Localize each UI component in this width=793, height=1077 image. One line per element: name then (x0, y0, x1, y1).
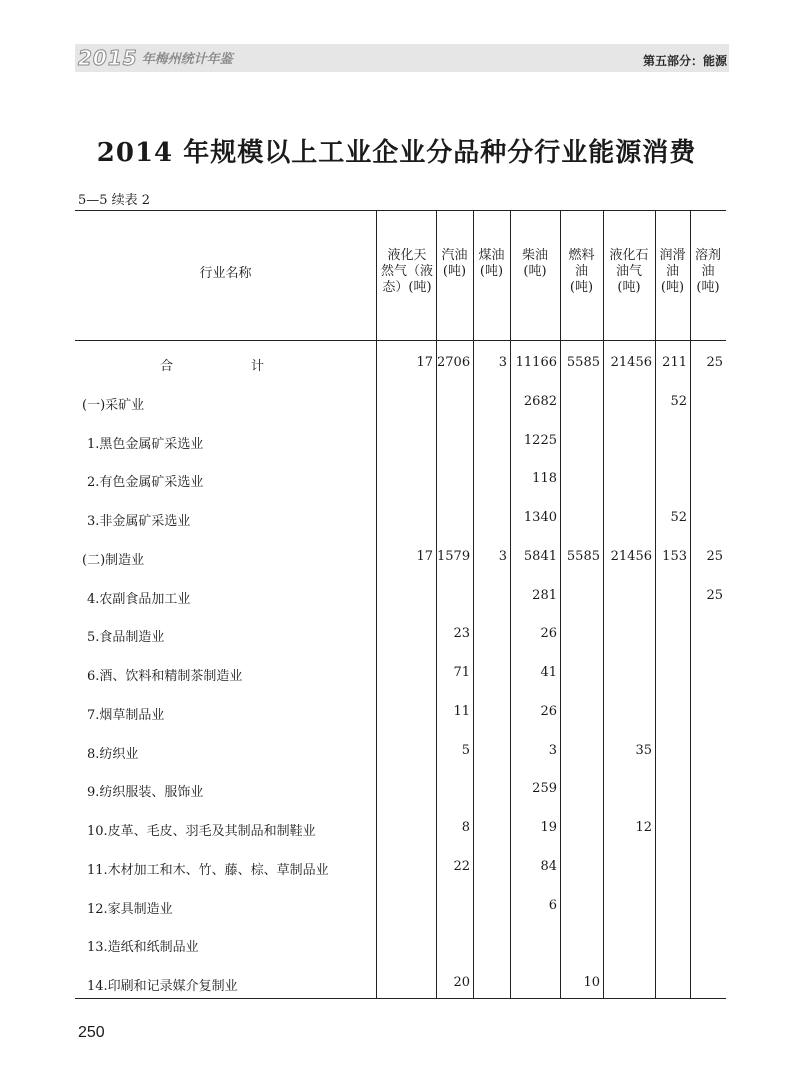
cell-gasoline: 23 (453, 626, 470, 642)
cell-diesel: 1225 (523, 432, 557, 448)
cell-lpg: 21456 (610, 355, 652, 370)
row-label: 13.造纸和纸制品业 (87, 940, 199, 956)
column-header-diesel: 柴油 (吨) (521, 248, 548, 279)
cell-lng: 17 (416, 355, 433, 370)
table-row (0, 895, 793, 919)
page-title: 2014 年规模以上工业企业分品种分行业能源消费 (96, 138, 697, 168)
row-label-part: 合 (160, 359, 174, 374)
table-row (0, 546, 793, 570)
cell-gasoline: 11 (453, 703, 470, 719)
cell-gasoline: 20 (453, 975, 470, 990)
cell-diesel: 5841 (523, 548, 557, 564)
cell-diesel: 41 (540, 665, 557, 680)
cell-kerosene: 3 (498, 355, 507, 370)
cell-lng: 17 (416, 548, 433, 564)
cell-gasoline: 5 (461, 742, 470, 758)
running-header-title (78, 48, 233, 68)
cell-lubricant: 153 (662, 548, 687, 564)
column-header-lpg: 液化石 油气 (吨) (609, 248, 649, 295)
row-label: (一)采矿业 (82, 397, 145, 413)
row-label: 6.酒、饮料和精制茶制造业 (87, 669, 243, 684)
row-label: 10.皮革、毛皮、羽毛及其制品和制鞋业 (87, 824, 316, 839)
table-row (0, 430, 793, 454)
table-row (0, 468, 793, 492)
table-top-rule (75, 210, 726, 211)
row-label: 11.木材加工和木、竹、藤、棕、草制品业 (87, 862, 329, 878)
cell-diesel: 84 (540, 858, 557, 874)
row-label: 7.烟草制品业 (87, 707, 165, 723)
row-label: 1.黑色金属矿采选业 (87, 436, 204, 452)
cell-diesel: 281 (532, 587, 557, 603)
cell-diesel: 26 (540, 703, 557, 719)
table-row (0, 507, 793, 531)
cell-solvent: 25 (706, 587, 723, 603)
cell-diesel: 1340 (523, 510, 557, 525)
column-header-industry: 行业名称 (199, 266, 252, 281)
header-section: 第五部分：能源 (642, 54, 727, 68)
row-label: 2.有色金属矿采选业 (87, 475, 204, 491)
table-row (0, 778, 793, 802)
table-row (0, 391, 793, 415)
cell-diesel: 2682 (523, 393, 557, 409)
cell-diesel: 6 (548, 897, 557, 913)
column-header-solvent: 溶剂 油 (吨) (694, 248, 721, 295)
cell-gasoline: 8 (461, 820, 470, 835)
cell-gasoline: 1579 (437, 548, 471, 564)
cell-diesel: 19 (540, 820, 557, 835)
cell-lubricant: 211 (662, 355, 687, 370)
table-row (0, 933, 793, 957)
cell-gasoline: 2706 (437, 355, 471, 370)
header-year: 2015 (78, 46, 138, 70)
table-row (0, 662, 793, 686)
cell-lpg: 35 (635, 742, 652, 758)
cell-diesel: 3 (548, 742, 557, 758)
cell-lpg: 12 (635, 820, 652, 835)
cell-diesel: 118 (532, 471, 557, 487)
cell-fuel-oil: 10 (583, 975, 600, 990)
cell-diesel: 259 (532, 781, 557, 797)
cell-gasoline: 71 (453, 665, 470, 680)
column-header-kerosene: 煤油 (吨) (478, 248, 505, 279)
cell-solvent: 25 (706, 355, 723, 370)
cell-diesel: 11166 (515, 355, 557, 370)
row-label: 4.农副食品加工业 (87, 591, 191, 607)
table-code: 5—5 续表 2 (78, 193, 151, 208)
row-label (160, 355, 264, 374)
table-row (0, 585, 793, 609)
row-label: 9.纺织服装、服饰业 (87, 785, 204, 801)
page-number: 250 (78, 1024, 105, 1041)
table-row (0, 740, 793, 764)
cell-gasoline: 22 (453, 858, 470, 874)
column-header-lubricant: 润滑 油 (吨) (659, 248, 686, 295)
table-row-total (0, 352, 793, 376)
table-row (0, 817, 793, 841)
table-row (0, 623, 793, 647)
table-row (0, 972, 793, 996)
column-header-fuel-oil: 燃料 油 (吨) (568, 248, 595, 295)
row-label-part: 计 (250, 359, 264, 374)
table-row (0, 701, 793, 725)
cell-lpg: 21456 (610, 548, 652, 564)
column-header-lng: 液化天 然气（液 态）(吨) (380, 248, 433, 295)
row-label: 3.非金属矿采选业 (87, 514, 191, 529)
row-label: 12.家具制造业 (87, 901, 173, 917)
column-header-gasoline: 汽油 (吨) (441, 248, 468, 279)
table-bottom-rule (75, 998, 726, 999)
row-label: 14.印刷和记录媒介复制业 (87, 979, 238, 994)
cell-lubricant: 52 (670, 510, 687, 525)
cell-kerosene: 3 (498, 548, 507, 564)
cell-solvent: 25 (706, 548, 723, 564)
cell-fuel-oil: 5585 (566, 355, 600, 370)
cell-lubricant: 52 (670, 393, 687, 409)
cell-diesel: 26 (540, 626, 557, 642)
row-label: 5.食品制造业 (87, 630, 165, 646)
cell-fuel-oil: 5585 (566, 548, 600, 564)
row-label: (二)制造业 (82, 552, 145, 568)
header-book-name: 年梅州统计年鉴 (141, 52, 233, 67)
table-row (0, 856, 793, 880)
row-label: 8.纺织业 (87, 746, 139, 762)
table-header-rule (75, 340, 726, 341)
